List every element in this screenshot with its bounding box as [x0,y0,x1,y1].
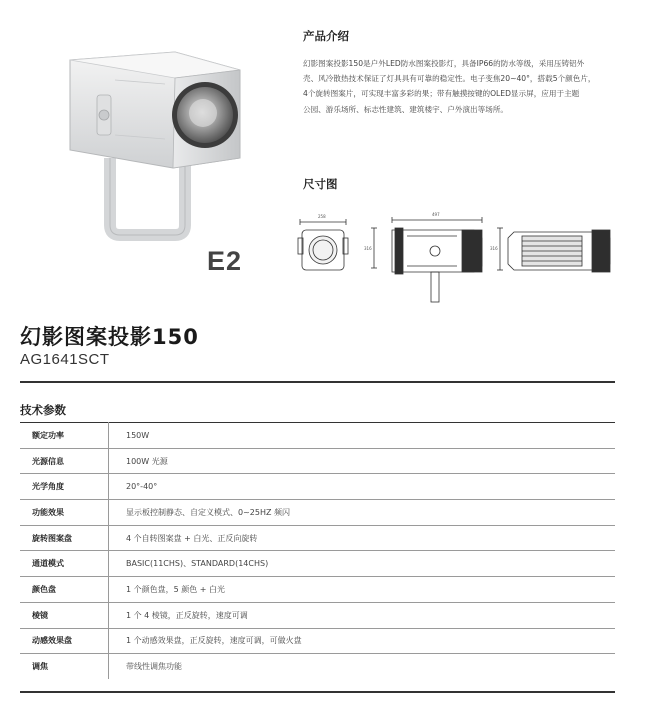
spec-key: 额定功率 [20,423,109,449]
spec-key: 光源信息 [20,448,109,474]
spec-key: 动感效果盘 [20,628,109,654]
dimension-label: 316 [490,246,498,251]
table-row [20,654,615,680]
spec-value: 100W 光源 [109,448,616,474]
spec-value: 20°-40° [109,474,616,500]
spec-value: 带线性调焦功能 [109,654,616,680]
dimension-label: 316 [364,246,372,251]
table-bottom-rule [20,691,615,693]
divider [20,381,615,383]
product-name: 幻影图案投影150 [20,325,199,349]
table-row [20,577,615,603]
spec-value: 显示板控制静态、自定义模式、0~25HZ 频闪 [109,500,616,526]
spec-key: 颜色盘 [20,577,109,603]
dimension-label: 497 [432,212,440,217]
table-row [20,474,615,500]
intro-title: 产品介绍 [303,29,349,43]
spec-value: 4 个自转图案盘 + 白光、正反向旋转 [109,525,616,551]
dimension-label: 258 [318,214,326,219]
table-row [20,602,615,628]
spec-key: 光学角度 [20,474,109,500]
intro-line: 4个旋转图案片，可实现丰富多彩的果；带有触摸按键的OLED显示屏，应用于主题 [303,89,580,99]
table-row [20,525,615,551]
intro-line: 公园、游乐场所、标志性建筑、建筑楼宇、户外演出等场所。 [303,104,509,114]
spec-key: 通道模式 [20,551,109,577]
table-row [20,551,615,577]
spec-key: 旋转图案盘 [20,525,109,551]
spec-value: 1 个动感效果盘，正反旋转，速度可调，可做火盘 [109,628,616,654]
spec-key: 调焦 [20,654,109,680]
table-row [20,448,615,474]
spec-key: 功能效果 [20,500,109,526]
spec-value: 1 个颜色盘，5 颜色 + 白光 [109,577,616,603]
spec-key: 棱镜 [20,602,109,628]
product-badge: E2 [207,246,243,276]
spec-value: 150W [109,423,616,449]
intro-text [303,56,621,117]
dimension-drawings [292,208,632,308]
spec-value: BASIC(11CHS)、STANDARD(14CHS) [109,551,616,577]
dimensions-title: 尺寸图 [303,177,338,191]
product-photo [55,40,255,260]
table-row [20,628,615,654]
table-row [20,500,615,526]
table-row [20,423,615,449]
intro-line: 幻影图案投影150是户外LED防水图案投影灯，具备IP66的防水等级，采用压铸铝外 [303,59,585,68]
product-model: AG1641SCT [20,351,110,368]
spec-value: 1 个 4 棱镜，正反旋转，速度可调 [109,602,616,628]
intro-line: 壳、风冷散热技术保证了灯具具有可靠的稳定性。电子变焦20~40°，搭载5个颜色片， [303,74,596,84]
specs-title: 技术参数 [20,403,66,417]
specs-table [20,422,615,679]
